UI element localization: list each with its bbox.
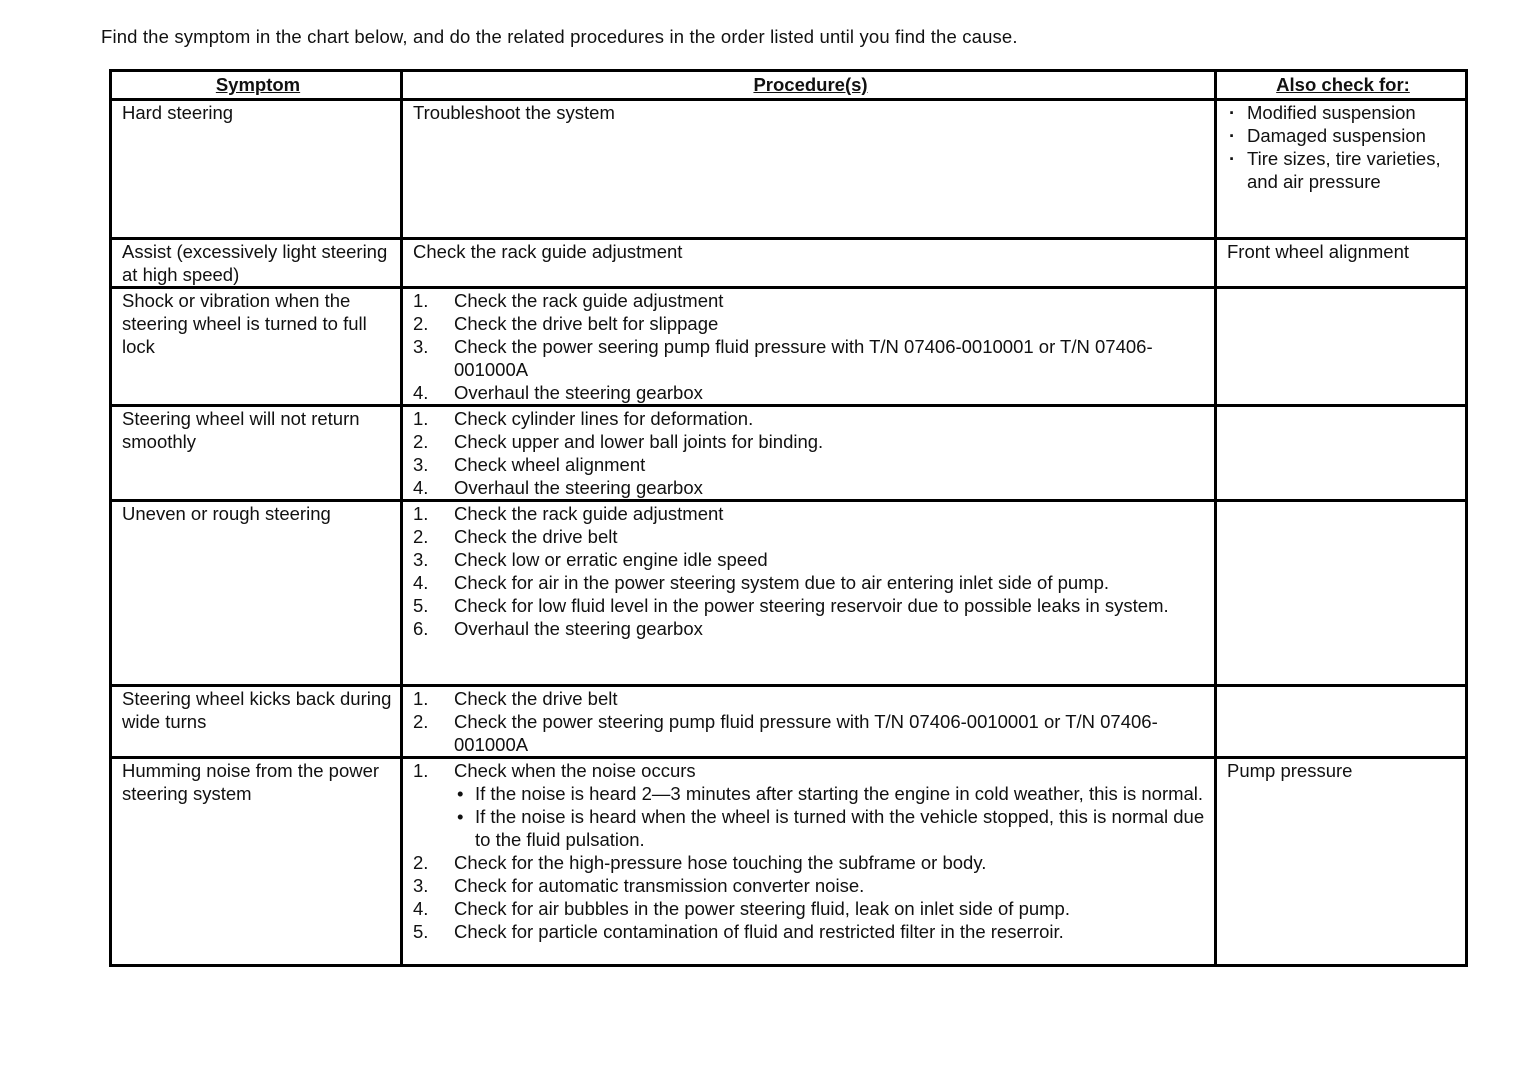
step-text: Check the power seering pump fluid pressure with T/N 07406-0010001 or T/N 07406-001000A [454,336,1153,380]
step-text: Check cylinder lines for deformation. [454,408,754,429]
table-row [111,100,1467,239]
step-text: Check upper and lower ball joints for binding. [454,431,824,452]
step-text: Check for particle contamination of fluid and restricted filter in the reserroir. [454,921,1064,942]
also-check-cell [1216,406,1467,501]
procedure-step [413,335,1208,381]
step-number: 2. [413,526,429,547]
step-number: 2. [413,431,429,452]
also-check-cell: Pump pressure [1216,758,1467,966]
step-number: 4. [413,898,429,919]
symptom-cell: Assist (excessively light steering at high speed) [111,239,402,288]
symptom-cell: Steering wheel kicks back during wide turns [111,686,402,758]
step-number: 1. [413,760,429,781]
step-number: 1. [413,688,429,709]
procedure-step [413,289,1208,312]
procedure-step [413,312,1208,335]
step-text: Overhaul the steering gearbox [454,477,703,498]
step-text: Check the rack guide adjustment [454,290,724,311]
procedure-steps [413,502,1208,640]
procedure-steps [413,759,1208,943]
step-number: 4. [413,572,429,593]
step-number: 2. [413,711,429,732]
procedure-step [413,594,1208,617]
symptom-cell: Hard steering [111,100,402,239]
step-text: Check for the high-pressure hose touching the subframe or body. [454,852,987,873]
procedure-cell: Troubleshoot the system [402,100,1216,239]
procedure-step [413,920,1208,943]
procedure-step [413,381,1208,404]
step-number: 5. [413,921,429,942]
procedure-steps [413,687,1208,756]
header-symptom: Symptom [111,71,402,100]
procedure-step [413,617,1208,640]
also-check-cell [1216,100,1467,239]
step-number: 1. [413,503,429,524]
procedure-cell [402,406,1216,501]
step-number: 4. [413,477,429,498]
step-number: 6. [413,618,429,639]
header-procedures: Procedure(s) [402,71,1216,100]
procedure-cell [402,758,1216,966]
step-text: Check for automatic transmission converter noise. [454,875,865,896]
step-number: 2. [413,852,429,873]
step-text: Check low or erratic engine idle speed [454,549,768,570]
table-row [111,288,1467,406]
step-number: 1. [413,290,429,311]
step-text: Check for low fluid level in the power steering reservoir due to possible leaks in system. [454,595,1169,616]
procedure-step [413,710,1208,756]
step-text: Check for air in the power steering system due to air entering inlet side of pump. [454,572,1110,593]
troubleshooting-chart [109,69,1468,967]
procedure-step [413,407,1208,430]
procedure-step [413,874,1208,897]
symptom-cell: Steering wheel will not return smoothly [111,406,402,501]
sub-bullet: • If the noise is heard when the wheel is turned with the vehicle stopped, this is normal due to the fluid pulsation. [454,805,1208,851]
step-number: 2. [413,313,429,334]
list-item: · Tire sizes, tire varieties, and air pressure [1227,147,1459,193]
table-row [111,686,1467,758]
procedure-cell [402,686,1216,758]
step-text: Check the power steering pump fluid pressure with T/N 07406-0010001 or T/N 07406-001000A [454,711,1158,755]
procedure-step [413,571,1208,594]
step-text: Check for air bubbles in the power steering fluid, leak on inlet side of pump. [454,898,1070,919]
symptom-cell: Shock or vibration when the steering wheel is turned to full lock [111,288,402,406]
step-text: Check the drive belt [454,688,618,709]
step-number: 1. [413,408,429,429]
step-text: Check the drive belt [454,526,618,547]
also-check-cell [1216,686,1467,758]
header-also-check: Also check for: [1216,71,1467,100]
table-row [111,501,1467,686]
step-number: 3. [413,875,429,896]
step-text: Check the drive belt for slippage [454,313,719,334]
step-number: 3. [413,549,429,570]
procedure-step [413,548,1208,571]
procedure-cell [402,288,1216,406]
step-number: 4. [413,382,429,403]
list-item: · Damaged suspension [1227,124,1459,147]
table-row [111,406,1467,501]
step-text: Check wheel alignment [454,454,646,475]
also-check-cell [1216,288,1467,406]
procedure-step [413,453,1208,476]
procedure-step [413,759,1208,851]
procedure-steps [413,289,1208,404]
procedure-step [413,476,1208,499]
also-check-list [1227,101,1459,193]
step-number: 3. [413,454,429,475]
procedure-step [413,525,1208,548]
procedure-step [413,502,1208,525]
procedure-step [413,687,1208,710]
step-text: Check the rack guide adjustment [454,503,724,524]
also-check-cell: Front wheel alignment [1216,239,1467,288]
sub-bullet-list [454,782,1208,851]
header-row [111,71,1467,100]
procedure-cell: Check the rack guide adjustment [402,239,1216,288]
intro-text: Find the symptom in the chart below, and do the related procedures in the order listed until you find the cause. [101,26,1018,47]
list-item: · Modified suspension [1227,101,1459,124]
step-text: Check when the noise occurs [454,760,696,781]
sub-bullet: • If the noise is heard 2—3 minutes after starting the engine in cold weather, this is normal. [454,782,1208,805]
table-row [111,239,1467,288]
step-number: 3. [413,336,429,357]
symptom-cell: Uneven or rough steering [111,501,402,686]
symptom-cell: Humming noise from the power steering system [111,758,402,966]
procedure-step [413,430,1208,453]
procedure-cell [402,501,1216,686]
also-check-cell [1216,501,1467,686]
table-row [111,758,1467,966]
procedure-step [413,851,1208,874]
procedure-steps [413,407,1208,499]
procedure-step [413,897,1208,920]
step-text: Overhaul the steering gearbox [454,382,703,403]
step-number: 5. [413,595,429,616]
step-text: Overhaul the steering gearbox [454,618,703,639]
